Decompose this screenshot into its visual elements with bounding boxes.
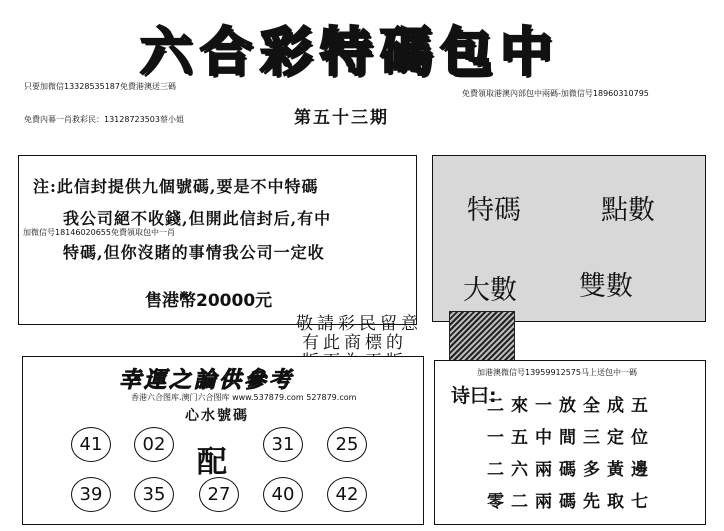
number-ball: 40 xyxy=(263,477,303,512)
lucky-box xyxy=(22,356,424,525)
grid-special-code: 特碼 xyxy=(467,195,521,226)
note-line-1: 注:此信封提供九個號碼,要是不中特碼 xyxy=(33,177,319,196)
category-grid xyxy=(432,155,706,322)
ad-wechat-left: 只要加微信13328535187免費港澳送三碼 xyxy=(24,82,176,91)
poem-line: 零二兩碼先取七 xyxy=(487,492,655,512)
grid-points: 點數 xyxy=(601,195,655,226)
grid-big: 大數 xyxy=(463,275,517,306)
note-line-3: 特碼,但你沒賭的事情我公司一定收 xyxy=(63,243,325,262)
price: 售港幣20000元 xyxy=(145,291,273,311)
poem-line: 一五中間三定位 xyxy=(487,428,655,448)
note-box xyxy=(18,155,417,325)
stamp-line-1: 敬請彩民留意 xyxy=(296,314,422,334)
ad-insider: 免費內幕一肖救彩民：13128723503蔡小姐 xyxy=(24,115,184,124)
number-ball: 25 xyxy=(327,427,367,462)
note-ad: 加微信号18146020655免費領取包中一肖 xyxy=(23,228,175,237)
poem-line: 二來一放全成五 xyxy=(487,396,655,416)
grid-even: 雙數 xyxy=(579,271,633,302)
poem-box xyxy=(434,360,706,525)
number-ball: 41 xyxy=(71,427,111,462)
poem-ad: 加港澳微信号13959912575马上送包中一碼 xyxy=(477,368,637,377)
lucky-title: 幸運之論供參考 xyxy=(119,367,295,393)
issue-number: 第五十三期 xyxy=(294,108,389,128)
ad-wechat-right: 免費領取港澳內部包中兩碼-加微信号18960310795 xyxy=(462,89,649,98)
poem-title: 诗曰: xyxy=(451,385,497,407)
trademark-logo-icon xyxy=(449,311,515,361)
lucky-heading: 心水號碼 xyxy=(185,408,249,424)
match-label: 配 xyxy=(197,445,227,480)
number-ball: 39 xyxy=(71,477,111,512)
stamp-line-2: 有此商標的 xyxy=(302,333,407,353)
number-ball: 35 xyxy=(134,477,174,512)
number-ball: 27 xyxy=(199,477,239,512)
poem-line: 二六兩碼多黃邊 xyxy=(487,460,655,480)
number-ball: 42 xyxy=(327,477,367,512)
page-title: 六合彩特碼包中 xyxy=(140,22,561,83)
number-ball: 31 xyxy=(263,427,303,462)
number-ball: 02 xyxy=(134,427,174,462)
note-line-2: 我公司絕不收錢,但開此信封后,有中 xyxy=(63,209,332,228)
gallery-site: 香港六合图库.澳门六合图库 www.537879.com 527879.com xyxy=(131,393,357,402)
